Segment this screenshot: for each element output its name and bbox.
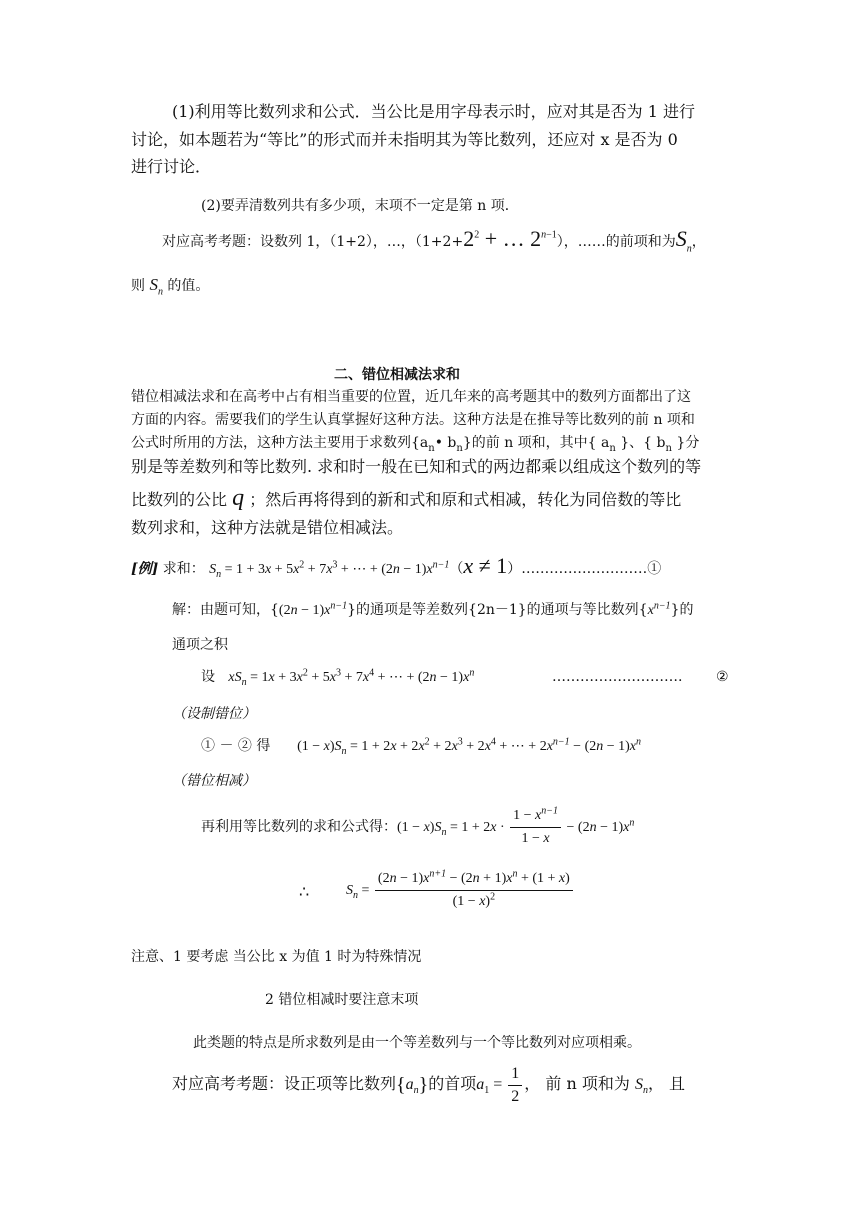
intro-line-6: 数列求和，这种方法就是错位相减法。 <box>131 518 404 537</box>
step-geometric-line <box>201 805 634 850</box>
paragraph-1-line-1: (1)利用等比数列求和公式．当公比是用字母表示时，应对其是否为 1 进行 <box>172 102 696 121</box>
note-set: （设制错位） <box>172 706 256 722</box>
solution-mid: }的通项是等差数列{2n－1}的通项与等比数列{ <box>347 602 648 618</box>
paragraph-1-line-2: 讨论，如本题若为“等比”的形式而并未指明其为等比数列，还应对 x 是否为 0 <box>131 130 678 149</box>
exam2-end: ， 且 <box>647 1074 686 1093</box>
therefore-symbol: ∴ <box>299 882 310 901</box>
exam2-sn-symbol: $S_n$ <box>634 1076 648 1097</box>
exam2-prefix: 对应高考考题：设正项等比数列 <box>172 1074 397 1093</box>
exam1-mid: ），……的前项和为 <box>556 234 676 250</box>
step-set-dots: ………………………. <box>552 669 683 685</box>
intro-line-3-a: 公式时所用的方法，这种方法主要用于求数列{a <box>131 435 429 451</box>
final-formula-expression: $S_n$ = $\frac{(2n - 1)x^{n+1} - (2n + 1)x^n + (1 + x)}{(1 - x)^2}$ <box>346 883 575 898</box>
solution-end: }的 <box>670 602 694 618</box>
example-condition: x ≠ 1 <box>463 553 508 578</box>
intro-line-3-e: }分 <box>671 435 700 451</box>
example-prefix: 求和： <box>162 561 205 577</box>
solution-prefix: 解：由题可知，{ <box>172 602 279 618</box>
final-formula <box>346 866 575 915</box>
exam1-line2-suffix: 的值。 <box>167 278 210 294</box>
intro-line-3-c: }的前 n 项和，其中{ a <box>462 435 610 451</box>
intro-line-2: 方面的内容。需要我们的学生认真掌握好这种方法。这种方法是在推导等比数列的前 n 项和 <box>131 412 695 428</box>
exam1-line2-prefix: 则 <box>131 278 145 294</box>
exam2-first-term: $a_1$ = $\frac{1}{2}$ <box>476 1076 524 1093</box>
note-2: 2 错位相减时要注意末项 <box>265 992 419 1008</box>
step-geometric-label: 再利用等比数列的求和公式得： <box>201 819 397 835</box>
exam1-sn-symbol: $S_n$ <box>675 226 692 255</box>
intro-line-4: 别是等差数列和等比数列. 求和时一般在已知和式的两边都乘以组成这个数列的等 <box>131 457 702 476</box>
exam2-mid: 的首项 <box>428 1074 477 1093</box>
ratio-q-symbol: q <box>232 485 245 511</box>
exam-question-1-line-2 <box>131 275 209 296</box>
note-subtract: （错位相减） <box>172 773 256 789</box>
solution-term-1: $(2n - 1)x^{n-1}$ <box>278 600 348 618</box>
solution-term-2: $x^{n-1}$ <box>647 600 671 618</box>
example-dots: ………………………① <box>521 561 662 577</box>
exam-question-1 <box>162 226 706 255</box>
intro-line-3: 公式时所用的方法，这种方法主要用于求数列{$a_n•$ $b_n$}的前 n 项和，其中{ $a_n$ }、{ $b_n$ }分 <box>131 435 700 454</box>
exam1-end: ， <box>691 234 706 250</box>
solution-line-2: 通项之积 <box>172 637 228 653</box>
exam-question-2 <box>172 1063 685 1107</box>
step-subtract-formula: $(1 - x)S_n = 1 + 2x + 2x^2 + 2x^3 + 2x^4$ + ⋯ + $2x^{n-1} - (2n - 1)x^n$ <box>297 736 642 757</box>
intro-line-5-b: ；然后再将得到的新和式和原和式相减，转化为同倍数的等比 <box>249 490 682 509</box>
exam2-mid2: ， 前 n 项和为 <box>524 1074 630 1093</box>
example-line: [例] 求和： $S_n = 1 + 3x + 5x^2 + 7x^3$ + ⋯ + $(2n - 1)x^{n-1}(x$ ≠ 1）………………………① <box>131 553 662 580</box>
exam1-prefix: 对应高考考题：设数列 1，（1+2），…，（1+2+ <box>162 234 464 250</box>
intro-line-3-b: • b <box>434 435 457 451</box>
example-label: [例] <box>131 561 159 577</box>
note-1: 注意、1 要考虑 当公比 x 为值 1 时为特殊情况 <box>131 949 422 965</box>
exam1-sn-symbol-2: $S_n$ <box>149 275 163 298</box>
step-subtract-label: ① － ② 得 <box>201 738 271 754</box>
step-set-number: ② <box>716 669 729 685</box>
section-title: 二、错位相减法求和 <box>334 367 460 383</box>
step-set-line <box>201 667 474 688</box>
intro-line-3-d: }、{ b <box>615 435 666 451</box>
step-set-label: 设 <box>201 669 215 685</box>
intro-line-5-a: 比数列的公比 <box>131 490 228 509</box>
solution-line-1 <box>172 600 693 621</box>
intro-line-5 <box>131 485 682 511</box>
step-subtract-line <box>201 736 641 757</box>
example-formula: $S_n = 1 + 3x + 5x^2 + 7x^3$ + ⋯ + $(2n - 1)x^{n-1}$ <box>209 559 450 580</box>
intro-line-1: 错位相减法求和在高考中占有相当重要的位置，近几年来的高考题其中的数列方面都出了这 <box>131 389 691 405</box>
exam1-power-expression: $2^2$ + … $2^{n-1}$ <box>463 226 557 251</box>
paragraph-2: (2)要弄清数列共有多少项，末项不一定是第 n 项． <box>201 198 519 214</box>
step-geometric-formula: $(1 - x)S_n = 1 + 2x$ · $\frac{1 - x^{n-1}}{1 - x}$ − $(2n - 1)x^n$ <box>397 805 635 847</box>
step-set-formula: $xS_n = 1x + 3x^2 + 5x^3 + 7x^4$ + ⋯ + $(2n - 1)x^n$ <box>228 667 475 688</box>
paragraph-1-line-3: 进行讨论． <box>131 157 212 176</box>
feature-line: 此类题的特点是所求数列是由一个等差数列与一个等比数列对应项相乘。 <box>193 1035 641 1051</box>
exam2-sequence: $\{a_n\}$ <box>396 1074 429 1097</box>
